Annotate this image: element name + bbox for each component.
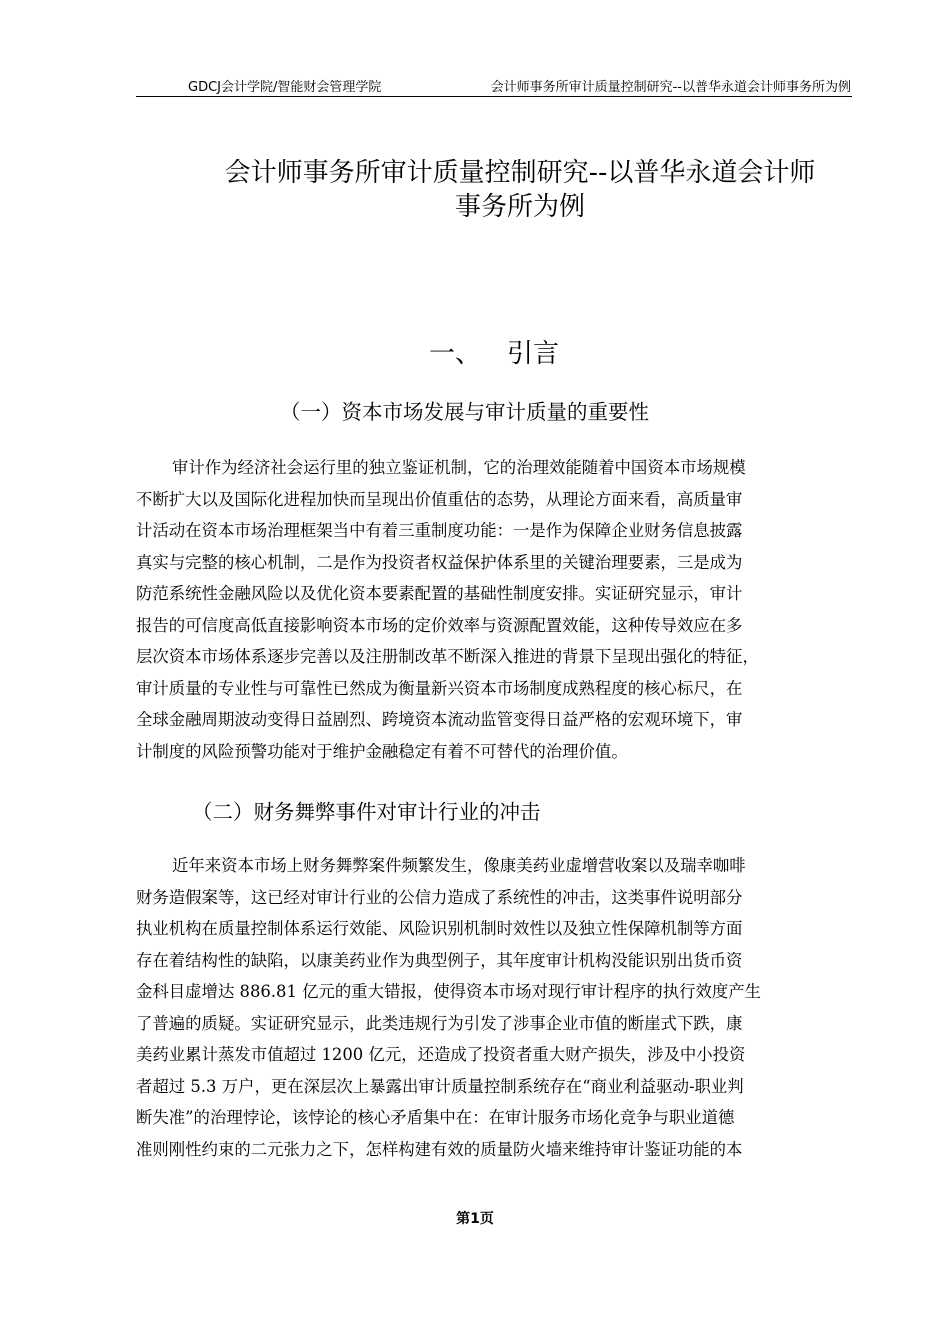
paragraph-line: 计制度的风险预警功能对于维护金融稳定有着不可替代的治理价值。: [136, 741, 628, 761]
subsection-heading-2: （二）财务舞弊事件对审计行业的冲击: [192, 800, 541, 824]
paragraph-line: 执业机构在质量控制体系运行效能、风险识别机制时效性以及独立性保障机制等方面: [136, 919, 743, 938]
paper-title-line-1: 会计师事务所审计质量控制研究--以普华永道会计师: [224, 158, 816, 188]
paragraph-line: 准则刚性约束的二元张力之下，怎样构建有效的质量防火墙来维持审计鉴证功能的本: [136, 1139, 743, 1159]
paragraph-line: 防范系统性金融风险以及优化资本要素配置的基础性制度安排。实证研究显示，审计: [136, 584, 743, 603]
paragraph-line: 层次资本市场体系逐步完善以及注册制改革不断深入推进的背景下呈现出强化的特征，: [136, 647, 759, 666]
paragraph-line: 审计作为经济社会运行里的独立鉴证机制，它的治理效能随着中国资本市场规模: [172, 458, 746, 477]
paragraph-line: 不断扩大以及国际化进程加快而呈现出价值重估的态势，从理论方面来看，高质量审: [136, 489, 743, 509]
paragraph-line: 金科目虚增达 886.81 亿元的重大错报，使得资本市场对现行审计程序的执行效度产生: [136, 982, 762, 1001]
paragraph-1: [136, 452, 858, 767]
paragraph-2: [136, 850, 858, 1165]
section-title: 引言: [507, 339, 560, 369]
page-number: 第1页: [456, 1211, 494, 1227]
paragraph-line: 报告的可信度高低直接影响资本市场的定价效率与资源配置效能，这种传导效应在多: [136, 615, 743, 635]
paragraph-line: 审计质量的专业性与可靠性已然成为衡量新兴资本市场制度成熟程度的核心标尺，在: [136, 678, 743, 698]
section-heading-1: [136, 337, 852, 371]
paragraph-line: 全球金融周期波动变得日益剧烈、跨境资本流动监管变得日益严格的宏观环境下，审: [136, 710, 743, 729]
paragraph-line: 美药业累计蒸发市值超过 1200 亿元，还造成了投资者重大财产损失，涉及中小投资: [136, 1045, 746, 1064]
running-header: [136, 76, 851, 96]
section-number: 一、: [428, 339, 481, 369]
paragraph-line: 者超过 5.3 万户，更在深层次上暴露出审计质量控制系统存在“商业利益驱动-职业判: [136, 1076, 744, 1096]
paragraph-line: 近年来资本市场上财务舞弊案件频繁发生，像康美药业虚增营收案以及瑞幸咖啡: [172, 856, 746, 875]
paragraph-line: 计活动在资本市场治理框架当中有着三重制度功能：一是作为保障企业财务信息披露: [136, 521, 743, 540]
header-rule: [136, 96, 852, 97]
paragraph-line: 财务造假案等，这已经对审计行业的公信力造成了系统性的冲击，这类事件说明部分: [136, 887, 743, 907]
paragraph-line: 真实与完整的核心机制，二是作为投资者权益保护体系里的关键治理要素，三是成为: [136, 552, 743, 572]
paragraph-line: 断失准”的治理悖论，该悖论的核心矛盾集中在：在审计服务市场化竞争与职业道德: [136, 1108, 735, 1127]
paragraph-line: 了普遍的质疑。实证研究显示，此类违规行为引发了涉事企业市值的断崖式下跌，康: [136, 1013, 743, 1033]
paper-title-line-2: 事务所为例: [454, 192, 585, 222]
header-institution: GDCJ会计学院/智能财会管理学院: [188, 80, 382, 95]
paragraph-line: 存在着结构性的缺陷，以康美药业作为典型例子，其年度审计机构没能识别出货币资: [136, 950, 743, 970]
header-paper-title: 会计师事务所审计质量控制研究--以普华永道会计师事务所为例: [490, 80, 851, 95]
subsection-heading-1: （一）资本市场发展与审计质量的重要性: [280, 400, 649, 424]
